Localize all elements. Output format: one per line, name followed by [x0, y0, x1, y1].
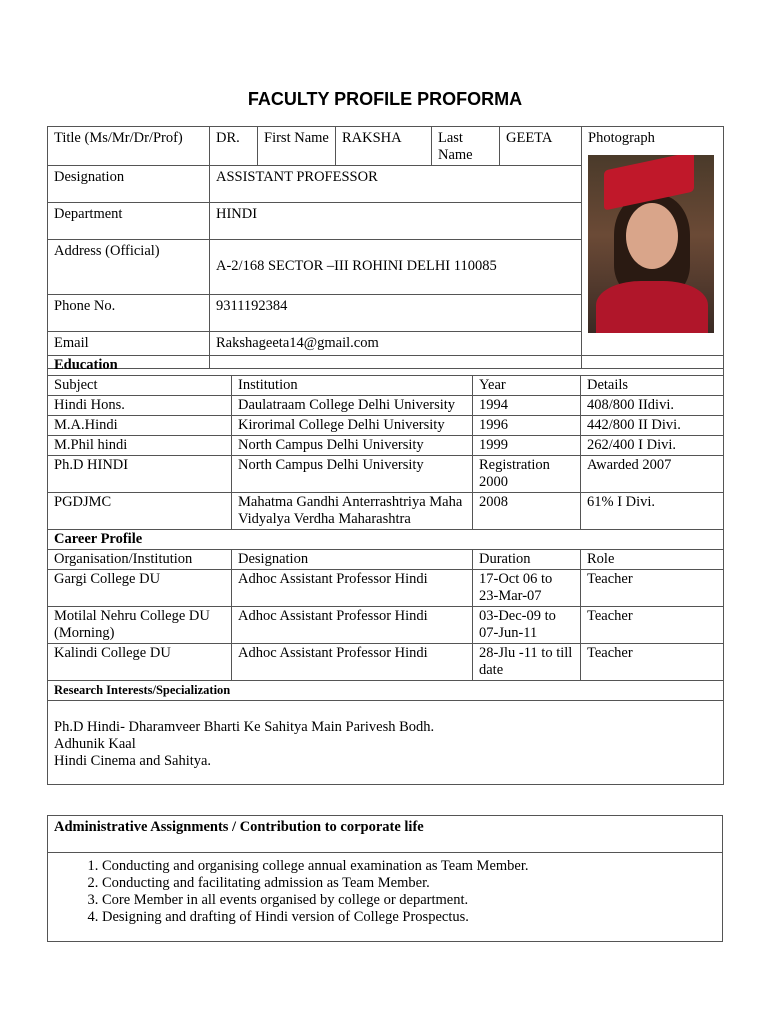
research-line: Hindi Cinema and Sahitya.: [54, 753, 212, 769]
cell-duration: 17-Oct 06 to 23-Mar-07: [473, 570, 581, 607]
cell-year: 1999: [473, 436, 581, 456]
cell-institution: North Campus Delhi University: [232, 456, 473, 493]
department-label: Department: [48, 203, 210, 240]
cell-institution: Mahatma Gandhi Anterrashtriya Maha Vidyalya Verdha Maharashtra: [232, 493, 473, 530]
cell-details: 61% I Divi.: [581, 493, 724, 530]
career-header-role: Role: [581, 550, 724, 570]
table-row: [48, 416, 724, 436]
table-row: [48, 644, 724, 681]
cell-subject: Ph.D HINDI: [48, 456, 232, 493]
table-row: [48, 436, 724, 456]
table-row: [48, 493, 724, 530]
career-header-organisation: Organisation/Institution: [48, 550, 232, 570]
table-row: [48, 570, 724, 607]
cell-organisation: Kalindi College DU: [48, 644, 232, 681]
education-header-year: Year: [473, 376, 581, 396]
designation-value: ASSISTANT PROFESSOR: [210, 166, 582, 203]
career-heading: Career Profile: [48, 530, 724, 550]
admin-body: [48, 853, 723, 942]
cell-organisation: Motilal Nehru College DU (Morning): [48, 607, 232, 644]
cell-year: 2008: [473, 493, 581, 530]
education-header-details: Details: [581, 376, 724, 396]
education-heading: Education: [48, 356, 724, 376]
list-item: 2. Conducting and facilitating admission as Team Member.: [102, 875, 716, 892]
admin-table: [47, 815, 723, 942]
last-name-label: Last Name: [432, 127, 500, 166]
cell-details: 442/800 II Divi.: [581, 416, 724, 436]
cell-duration: 03-Dec-09 to 07-Jun-11: [473, 607, 581, 644]
research-line: Ph.D Hindi- Dharamveer Bharti Ke Sahitya Main Parivesh Bodh.: [54, 719, 435, 735]
table-row: [48, 396, 724, 416]
designation-label: Designation: [48, 166, 210, 203]
profile-table: [47, 126, 724, 369]
cell-year: Registration 2000: [473, 456, 581, 493]
list-item: 3. Core Member in all events organised by college or department.: [102, 892, 716, 909]
cell-institution: North Campus Delhi University: [232, 436, 473, 456]
cell-role: Teacher: [581, 607, 724, 644]
first-name-label: First Name: [258, 127, 336, 166]
cell-year: 1994: [473, 396, 581, 416]
phone-value: 9311192384: [210, 295, 582, 332]
research-line: Adhunik Kaal: [54, 736, 136, 752]
cell-subject: M.Phil hindi: [48, 436, 232, 456]
title-value: DR.: [210, 127, 258, 166]
research-body: [48, 701, 724, 785]
photograph-label: Photograph: [588, 130, 655, 146]
first-name-value: RAKSHA: [336, 127, 432, 166]
cell-role: Teacher: [581, 644, 724, 681]
cell-designation: Adhoc Assistant Professor Hindi: [232, 570, 473, 607]
email-label: Email: [48, 332, 210, 369]
address-value: A-2/168 SECTOR –III ROHINI DELHI 110085: [210, 240, 582, 295]
cell-details: 408/800 IIdivi.: [581, 396, 724, 416]
research-heading: Research Interests/Specialization: [48, 681, 724, 701]
cell-subject: PGDJMC: [48, 493, 232, 530]
career-header-duration: Duration: [473, 550, 581, 570]
table-row: [48, 607, 724, 644]
title-label: Title (Ms/Mr/Dr/Prof): [48, 127, 210, 166]
cell-organisation: Gargi College DU: [48, 570, 232, 607]
page-title: FACULTY PROFILE PROFORMA: [247, 89, 523, 109]
address-label: Address (Official): [48, 240, 210, 295]
cell-duration: 28-Jlu -11 to till date: [473, 644, 581, 681]
cell-institution: Kirorimal College Delhi University: [232, 416, 473, 436]
department-value: HINDI: [210, 203, 582, 240]
education-header-institution: Institution: [232, 376, 473, 396]
cell-subject: Hindi Hons.: [48, 396, 232, 416]
table-row: [48, 456, 724, 493]
education-career-table: [47, 355, 724, 785]
phone-label: Phone No.: [48, 295, 210, 332]
admin-heading: Administrative Assignments / Contribution to corporate life: [48, 816, 723, 853]
cell-designation: Adhoc Assistant Professor Hindi: [232, 644, 473, 681]
profile-photo: [588, 155, 714, 333]
list-item: 4. Designing and drafting of Hindi version of College Prospectus.: [102, 909, 716, 926]
education-header-subject: Subject: [48, 376, 232, 396]
email-value: Rakshageeta14@gmail.com: [210, 332, 582, 369]
cell-year: 1996: [473, 416, 581, 436]
photograph-cell: [582, 127, 724, 369]
career-header-designation: Designation: [232, 550, 473, 570]
admin-list: [54, 858, 716, 926]
cell-subject: M.A.Hindi: [48, 416, 232, 436]
cell-details: 262/400 I Divi.: [581, 436, 724, 456]
cell-role: Teacher: [581, 570, 724, 607]
last-name-value: GEETA: [500, 127, 582, 166]
cell-details: Awarded 2007: [581, 456, 724, 493]
cell-designation: Adhoc Assistant Professor Hindi: [232, 607, 473, 644]
list-item: 1. Conducting and organising college annual examination as Team Member.: [102, 858, 716, 875]
cell-institution: Daulatraam College Delhi University: [232, 396, 473, 416]
